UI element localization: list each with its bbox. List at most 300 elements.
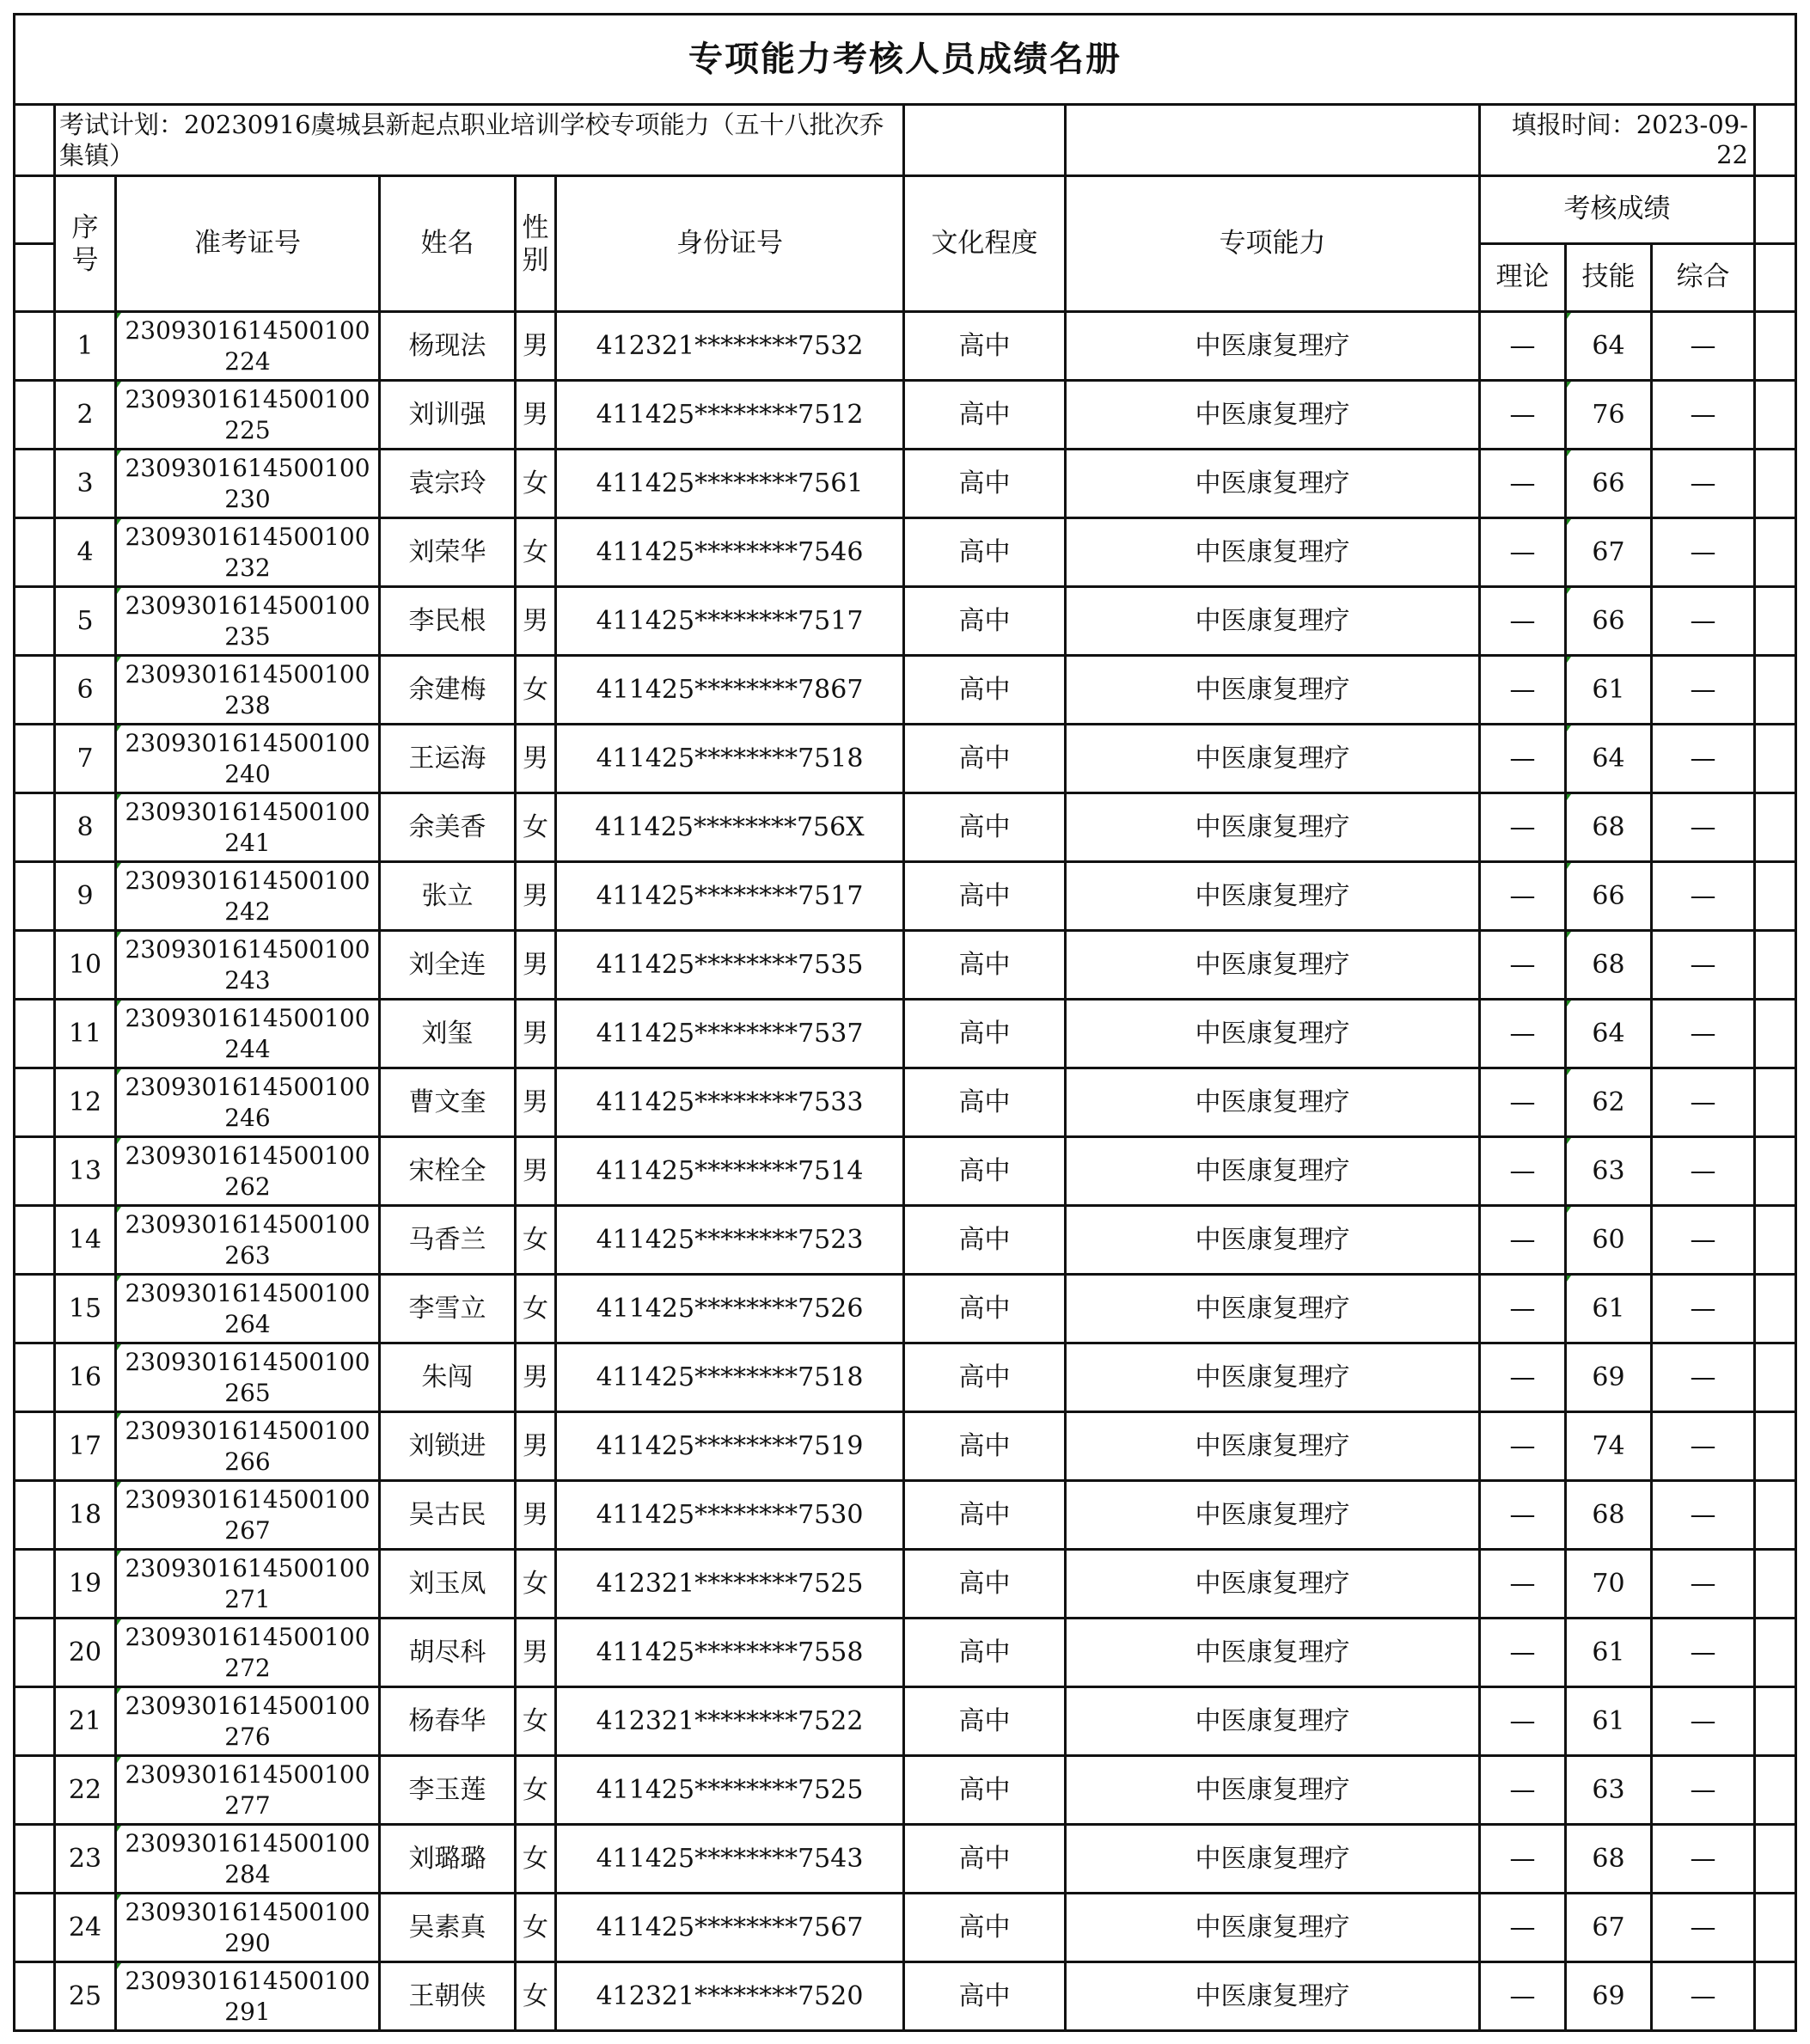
cell-practice: 63 (1566, 1756, 1652, 1825)
blank-cell (15, 1894, 55, 1962)
cell-education: 高中 (904, 1275, 1066, 1343)
table-row (15, 587, 1796, 656)
cell-skill: 中医康复理疗 (1066, 1068, 1480, 1137)
cell-seq: 17 (55, 1412, 116, 1481)
cell-ticket: 2309301614500100277 (116, 1756, 380, 1825)
cell-skill: 中医康复理疗 (1066, 1000, 1480, 1068)
cell-seq: 15 (55, 1275, 116, 1343)
cell-gender: 女 (516, 1687, 556, 1756)
cell-name: 张立 (380, 862, 516, 931)
cell-id: 411425********7561 (556, 450, 904, 518)
cell-skill: 中医康复理疗 (1066, 1756, 1480, 1825)
cell-skill: 中医康复理疗 (1066, 1619, 1480, 1687)
cell-ticket: 2309301614500100267 (116, 1481, 380, 1550)
cell-theory: — (1480, 725, 1566, 793)
cell-id: 411425********7526 (556, 1275, 904, 1343)
blank-cell (1755, 1481, 1796, 1550)
cell-ticket: 2309301614500100244 (116, 1000, 380, 1068)
cell-skill: 中医康复理疗 (1066, 1206, 1480, 1275)
cell-ticket: 2309301614500100291 (116, 1962, 380, 2031)
cell-theory: — (1480, 656, 1566, 725)
cell-theory: — (1480, 1412, 1566, 1481)
blank-cell (15, 1687, 55, 1756)
cell-overall: — (1652, 1206, 1755, 1275)
cell-id: 411425********7514 (556, 1137, 904, 1206)
cell-theory: — (1480, 518, 1566, 587)
cell-overall: — (1652, 1068, 1755, 1137)
cell-education: 高中 (904, 931, 1066, 1000)
cell-seq: 24 (55, 1894, 116, 1962)
cell-name: 吴古民 (380, 1481, 516, 1550)
table-row (15, 1137, 1796, 1206)
cell-practice: 61 (1566, 1687, 1652, 1756)
cell-name: 李雪立 (380, 1275, 516, 1343)
cell-practice: 68 (1566, 793, 1652, 862)
cell-theory: — (1480, 1962, 1566, 2031)
cell-gender: 男 (516, 931, 556, 1000)
cell-id: 411425********7525 (556, 1756, 904, 1825)
cell-name: 宋栓全 (380, 1137, 516, 1206)
cell-id: 411425********7533 (556, 1068, 904, 1137)
cell-theory: — (1480, 381, 1566, 450)
cell-overall: — (1652, 1962, 1755, 2031)
cell-gender: 女 (516, 518, 556, 587)
table-row (15, 931, 1796, 1000)
score-roster-table (13, 13, 1797, 2032)
cell-overall: — (1652, 450, 1755, 518)
cell-overall: — (1652, 1000, 1755, 1068)
cell-overall: — (1652, 1825, 1755, 1894)
table-row (15, 1619, 1796, 1687)
cell-overall: — (1652, 1894, 1755, 1962)
cell-theory: — (1480, 1894, 1566, 1962)
cell-skill: 中医康复理疗 (1066, 381, 1480, 450)
cell-gender: 男 (516, 1343, 556, 1412)
cell-name: 刘璐璐 (380, 1825, 516, 1894)
blank-cell (1755, 312, 1796, 381)
blank-cell (1755, 931, 1796, 1000)
table-row (15, 1412, 1796, 1481)
table-row (15, 1206, 1796, 1275)
cell-education: 高中 (904, 1000, 1066, 1068)
header-name: 姓名 (380, 176, 516, 312)
cell-skill: 中医康复理疗 (1066, 450, 1480, 518)
cell-overall: — (1652, 1687, 1755, 1756)
cell-practice: 61 (1566, 656, 1652, 725)
cell-overall: — (1652, 1275, 1755, 1343)
cell-practice: 64 (1566, 312, 1652, 381)
cell-skill: 中医康复理疗 (1066, 1275, 1480, 1343)
blank-cell (1755, 793, 1796, 862)
blank-cell (1755, 1825, 1796, 1894)
cell-ticket: 2309301614500100224 (116, 312, 380, 381)
cell-gender: 男 (516, 1068, 556, 1137)
cell-gender: 女 (516, 793, 556, 862)
blank-cell (15, 1068, 55, 1137)
cell-id: 411425********7523 (556, 1206, 904, 1275)
blank-cell (15, 105, 55, 176)
blank-cell (15, 1825, 55, 1894)
cell-skill: 中医康复理疗 (1066, 1343, 1480, 1412)
header-overall: 综合 (1652, 244, 1755, 312)
blank-cell (15, 725, 55, 793)
cell-name: 胡尽科 (380, 1619, 516, 1687)
cell-education: 高中 (904, 1137, 1066, 1206)
cell-gender: 男 (516, 1000, 556, 1068)
header-score-group: 考核成绩 (1480, 176, 1755, 244)
cell-gender: 女 (516, 1894, 556, 1962)
cell-gender: 男 (516, 1137, 556, 1206)
cell-seq: 25 (55, 1962, 116, 2031)
cell-skill: 中医康复理疗 (1066, 1962, 1480, 2031)
cell-id: 411425********7558 (556, 1619, 904, 1687)
cell-ticket: 2309301614500100284 (116, 1825, 380, 1894)
cell-theory: — (1480, 1550, 1566, 1619)
blank-cell (904, 105, 1066, 176)
cell-practice: 63 (1566, 1137, 1652, 1206)
blank-cell (1755, 1550, 1796, 1619)
table-row (15, 725, 1796, 793)
cell-overall: — (1652, 312, 1755, 381)
cell-seq: 11 (55, 1000, 116, 1068)
header-skill: 专项能力 (1066, 176, 1480, 312)
cell-overall: — (1652, 381, 1755, 450)
cell-id: 411425********7517 (556, 862, 904, 931)
cell-education: 高中 (904, 1687, 1066, 1756)
table-row (15, 793, 1796, 862)
cell-education: 高中 (904, 1343, 1066, 1412)
cell-id: 411425********7546 (556, 518, 904, 587)
cell-skill: 中医康复理疗 (1066, 312, 1480, 381)
cell-seq: 3 (55, 450, 116, 518)
cell-overall: — (1652, 518, 1755, 587)
cell-theory: — (1480, 1068, 1566, 1137)
cell-overall: — (1652, 1619, 1755, 1687)
cell-practice: 66 (1566, 587, 1652, 656)
cell-seq: 10 (55, 931, 116, 1000)
blank-cell (15, 656, 55, 725)
cell-theory: — (1480, 1619, 1566, 1687)
cell-theory: — (1480, 931, 1566, 1000)
header-theory: 理论 (1480, 244, 1566, 312)
cell-skill: 中医康复理疗 (1066, 1550, 1480, 1619)
blank-cell (15, 1412, 55, 1481)
blank-cell (15, 381, 55, 450)
cell-seq: 19 (55, 1550, 116, 1619)
cell-id: 411425********7543 (556, 1825, 904, 1894)
blank-cell (15, 1619, 55, 1687)
cell-name: 刘训强 (380, 381, 516, 450)
cell-practice: 68 (1566, 1481, 1652, 1550)
cell-name: 杨春华 (380, 1687, 516, 1756)
cell-id: 411425********7519 (556, 1412, 904, 1481)
header-gender (516, 176, 556, 312)
blank-cell (1755, 105, 1796, 176)
cell-overall: — (1652, 1481, 1755, 1550)
table-row (15, 381, 1796, 450)
cell-theory: — (1480, 1000, 1566, 1068)
table-row (15, 312, 1796, 381)
cell-id: 412321********7522 (556, 1687, 904, 1756)
cell-ticket: 2309301614500100246 (116, 1068, 380, 1137)
blank-cell (1066, 105, 1480, 176)
cell-theory: — (1480, 587, 1566, 656)
cell-id: 411425********756X (556, 793, 904, 862)
table-row (15, 862, 1796, 931)
cell-theory: — (1480, 862, 1566, 931)
cell-theory: — (1480, 1206, 1566, 1275)
blank-cell (1755, 450, 1796, 518)
blank-cell (1755, 244, 1796, 312)
header-ticket: 准考证号 (116, 176, 380, 312)
cell-overall: — (1652, 656, 1755, 725)
blank-cell (1755, 862, 1796, 931)
blank-cell (15, 1481, 55, 1550)
table-row (15, 656, 1796, 725)
blank-cell (1755, 1962, 1796, 2031)
cell-seq: 4 (55, 518, 116, 587)
cell-overall: — (1652, 1756, 1755, 1825)
cell-ticket: 2309301614500100263 (116, 1206, 380, 1275)
cell-name: 王朝侠 (380, 1962, 516, 2031)
header-gender-label: 性别 (522, 211, 549, 276)
cell-ticket: 2309301614500100276 (116, 1687, 380, 1756)
blank-cell (1755, 1000, 1796, 1068)
cell-practice: 70 (1566, 1550, 1652, 1619)
blank-cell (1755, 1343, 1796, 1412)
cell-gender: 男 (516, 1412, 556, 1481)
header-education: 文化程度 (904, 176, 1066, 312)
blank-cell (1755, 1894, 1796, 1962)
cell-overall: — (1652, 793, 1755, 862)
table-row (15, 518, 1796, 587)
blank-cell (1755, 176, 1796, 244)
cell-practice: 69 (1566, 1343, 1652, 1412)
cell-overall: — (1652, 1412, 1755, 1481)
cell-education: 高中 (904, 862, 1066, 931)
blank-cell (1755, 1412, 1796, 1481)
blank-cell (1755, 587, 1796, 656)
blank-cell (15, 1962, 55, 2031)
cell-gender: 女 (516, 1206, 556, 1275)
blank-cell (15, 1206, 55, 1275)
cell-ticket: 2309301614500100264 (116, 1275, 380, 1343)
cell-seq: 14 (55, 1206, 116, 1275)
cell-ticket: 2309301614500100265 (116, 1343, 380, 1412)
cell-gender: 男 (516, 725, 556, 793)
blank-cell (15, 1756, 55, 1825)
cell-skill: 中医康复理疗 (1066, 1687, 1480, 1756)
cell-name: 朱闯 (380, 1343, 516, 1412)
cell-name: 杨现法 (380, 312, 516, 381)
header-seq-label: 序号 (71, 211, 99, 276)
cell-name: 刘玺 (380, 1000, 516, 1068)
blank-cell (1755, 1756, 1796, 1825)
cell-skill: 中医康复理疗 (1066, 587, 1480, 656)
cell-name: 王运海 (380, 725, 516, 793)
cell-theory: — (1480, 793, 1566, 862)
cell-gender: 男 (516, 1481, 556, 1550)
table-row (15, 1275, 1796, 1343)
cell-education: 高中 (904, 656, 1066, 725)
cell-seq: 20 (55, 1619, 116, 1687)
cell-practice: 66 (1566, 862, 1652, 931)
cell-id: 411425********7535 (556, 931, 904, 1000)
header-practice: 技能 (1566, 244, 1652, 312)
blank-cell (1755, 381, 1796, 450)
cell-theory: — (1480, 450, 1566, 518)
cell-practice: 60 (1566, 1206, 1652, 1275)
cell-skill: 中医康复理疗 (1066, 518, 1480, 587)
cell-overall: — (1652, 1137, 1755, 1206)
cell-gender: 女 (516, 1550, 556, 1619)
cell-id: 411425********7530 (556, 1481, 904, 1550)
cell-seq: 21 (55, 1687, 116, 1756)
cell-ticket: 2309301614500100266 (116, 1412, 380, 1481)
header-seq (55, 176, 116, 312)
cell-skill: 中医康复理疗 (1066, 1894, 1480, 1962)
cell-education: 高中 (904, 312, 1066, 381)
cell-name: 余美香 (380, 793, 516, 862)
cell-seq: 1 (55, 312, 116, 381)
cell-skill: 中医康复理疗 (1066, 725, 1480, 793)
cell-gender: 男 (516, 862, 556, 931)
cell-practice: 64 (1566, 725, 1652, 793)
blank-cell (15, 862, 55, 931)
cell-education: 高中 (904, 1894, 1066, 1962)
cell-name: 李民根 (380, 587, 516, 656)
cell-name: 刘锁进 (380, 1412, 516, 1481)
blank-cell (15, 1000, 55, 1068)
cell-ticket: 2309301614500100242 (116, 862, 380, 931)
cell-name: 刘荣华 (380, 518, 516, 587)
cell-education: 高中 (904, 381, 1066, 450)
blank-cell (1755, 656, 1796, 725)
cell-education: 高中 (904, 1412, 1066, 1481)
cell-skill: 中医康复理疗 (1066, 931, 1480, 1000)
cell-theory: — (1480, 312, 1566, 381)
cell-education: 高中 (904, 725, 1066, 793)
cell-education: 高中 (904, 1825, 1066, 1894)
table-row (15, 1481, 1796, 1550)
cell-theory: — (1480, 1137, 1566, 1206)
cell-skill: 中医康复理疗 (1066, 793, 1480, 862)
cell-theory: — (1480, 1481, 1566, 1550)
cell-overall: — (1652, 587, 1755, 656)
cell-practice: 67 (1566, 1894, 1652, 1962)
cell-id: 412321********7525 (556, 1550, 904, 1619)
cell-gender: 女 (516, 656, 556, 725)
cell-ticket: 2309301614500100241 (116, 793, 380, 862)
cell-seq: 9 (55, 862, 116, 931)
cell-seq: 8 (55, 793, 116, 862)
cell-seq: 16 (55, 1343, 116, 1412)
cell-skill: 中医康复理疗 (1066, 1412, 1480, 1481)
cell-id: 411425********7512 (556, 381, 904, 450)
cell-education: 高中 (904, 1962, 1066, 2031)
blank-cell (1755, 1068, 1796, 1137)
cell-education: 高中 (904, 1550, 1066, 1619)
exam-plan-label: 考试计划：20230916虞城县新起点职业培训学校专项能力（五十八批次乔集镇） (55, 105, 904, 176)
cell-ticket: 2309301614500100232 (116, 518, 380, 587)
cell-name: 吴素真 (380, 1894, 516, 1962)
blank-cell (15, 312, 55, 381)
cell-id: 411425********7567 (556, 1894, 904, 1962)
blank-cell (15, 587, 55, 656)
cell-gender: 男 (516, 587, 556, 656)
cell-theory: — (1480, 1687, 1566, 1756)
cell-ticket: 2309301614500100238 (116, 656, 380, 725)
cell-gender: 女 (516, 1962, 556, 2031)
cell-practice: 61 (1566, 1619, 1652, 1687)
cell-practice: 68 (1566, 1825, 1652, 1894)
cell-name: 袁宗玲 (380, 450, 516, 518)
cell-gender: 男 (516, 381, 556, 450)
cell-skill: 中医康复理疗 (1066, 656, 1480, 725)
cell-theory: — (1480, 1343, 1566, 1412)
cell-name: 余建梅 (380, 656, 516, 725)
table-row (15, 1343, 1796, 1412)
blank-cell (1755, 518, 1796, 587)
table-row (15, 1000, 1796, 1068)
table-row (15, 1068, 1796, 1137)
cell-education: 高中 (904, 1068, 1066, 1137)
cell-practice: 64 (1566, 1000, 1652, 1068)
cell-seq: 6 (55, 656, 116, 725)
cell-ticket: 2309301614500100235 (116, 587, 380, 656)
blank-cell (1755, 1687, 1796, 1756)
cell-name: 李玉莲 (380, 1756, 516, 1825)
cell-education: 高中 (904, 450, 1066, 518)
table-row (15, 1550, 1796, 1619)
table-row (15, 450, 1796, 518)
cell-skill: 中医康复理疗 (1066, 1481, 1480, 1550)
cell-overall: — (1652, 1343, 1755, 1412)
table-row (15, 1962, 1796, 2031)
table-row (15, 1825, 1796, 1894)
fill-time-label: 填报时间：2023-09-22 (1480, 105, 1755, 176)
cell-education: 高中 (904, 1619, 1066, 1687)
cell-overall: — (1652, 725, 1755, 793)
cell-skill: 中医康复理疗 (1066, 1137, 1480, 1206)
cell-theory: — (1480, 1275, 1566, 1343)
blank-cell (15, 793, 55, 862)
cell-seq: 23 (55, 1825, 116, 1894)
blank-cell (1755, 725, 1796, 793)
cell-theory: — (1480, 1825, 1566, 1894)
cell-gender: 女 (516, 1275, 556, 1343)
cell-seq: 2 (55, 381, 116, 450)
blank-cell (15, 1275, 55, 1343)
cell-seq: 7 (55, 725, 116, 793)
blank-cell (1755, 1206, 1796, 1275)
cell-name: 刘玉凤 (380, 1550, 516, 1619)
cell-seq: 22 (55, 1756, 116, 1825)
cell-gender: 女 (516, 1756, 556, 1825)
cell-seq: 18 (55, 1481, 116, 1550)
cell-gender: 男 (516, 312, 556, 381)
cell-education: 高中 (904, 1206, 1066, 1275)
cell-seq: 5 (55, 587, 116, 656)
cell-practice: 62 (1566, 1068, 1652, 1137)
cell-practice: 61 (1566, 1275, 1652, 1343)
cell-practice: 74 (1566, 1412, 1652, 1481)
page-title: 专项能力考核人员成绩名册 (15, 15, 1796, 105)
cell-id: 411425********7518 (556, 1343, 904, 1412)
cell-ticket: 2309301614500100243 (116, 931, 380, 1000)
cell-gender: 女 (516, 1825, 556, 1894)
cell-practice: 76 (1566, 381, 1652, 450)
